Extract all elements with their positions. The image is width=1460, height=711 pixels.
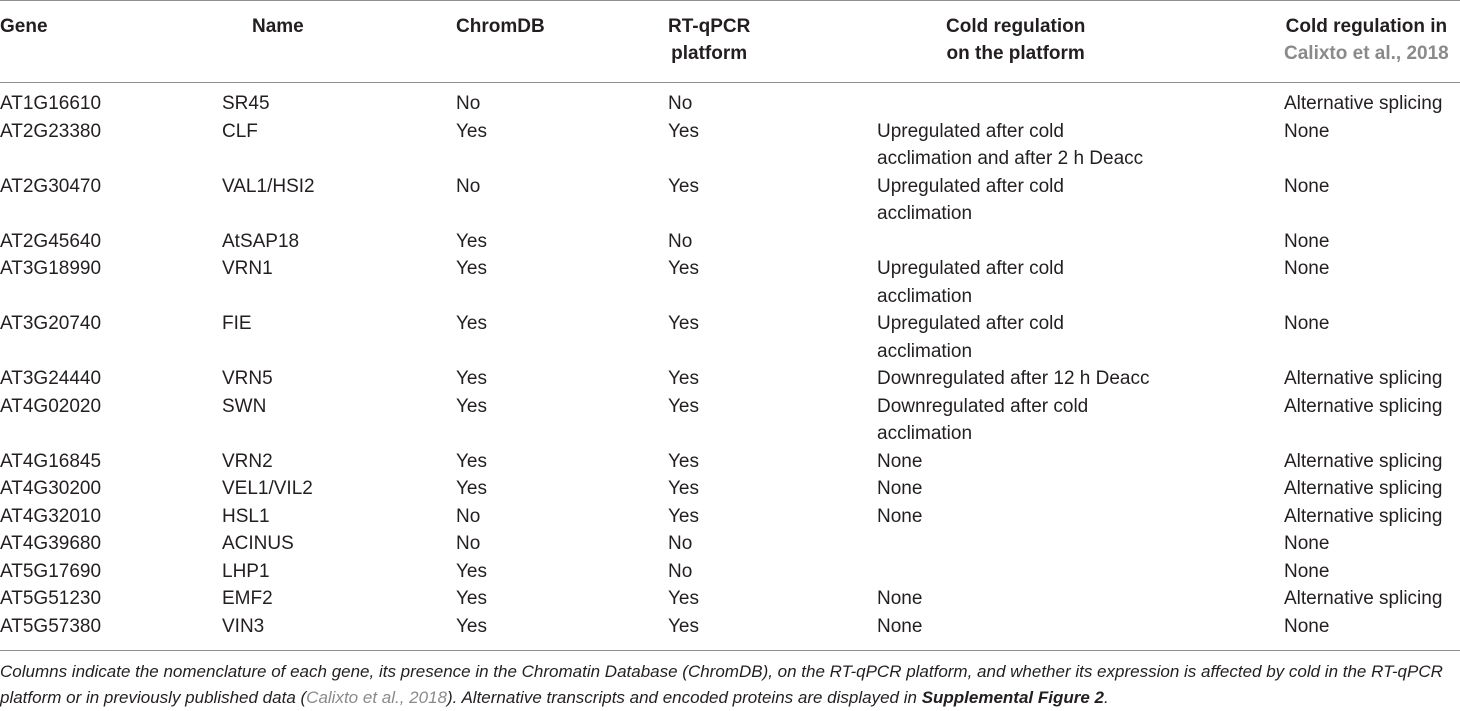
rt-qpcr-cell: No: [668, 560, 693, 582]
cold-calixto-cell: None: [1284, 258, 1330, 279]
rt-qpcr-cell: Yes: [668, 175, 699, 197]
name-cell: VRN5: [222, 368, 273, 389]
table-row: [0, 310, 1460, 365]
cold-calixto-cell: None: [1284, 230, 1330, 252]
gene-cell: AT3G24440: [0, 368, 102, 389]
cold-calixto-cell: None: [1284, 615, 1330, 637]
rt-qpcr-cell: Yes: [668, 313, 699, 334]
chromdb-cell: Yes: [456, 368, 487, 389]
table-row: [0, 613, 1460, 641]
name-cell: HSL1: [222, 505, 270, 527]
rt-qpcr-cell: No: [668, 230, 693, 252]
table-row: [0, 475, 1460, 503]
footnote-text: Columns indicate the nomenclature of each gene, its presence in the Chromatin Database (ChromDB), on the RT-qPCR platform, and whether its expression is affected by cold in the RT-qPCR platform or in previously published data (: [0, 662, 1443, 707]
chromdb-cell: Yes: [456, 313, 487, 334]
rt-qpcr-cell: Yes: [668, 258, 699, 279]
cold-platform-cell: Upregulated after cold acclimation: [877, 313, 1064, 362]
gene-cell: AT4G30200: [0, 478, 102, 499]
table-top-rule: [0, 0, 1460, 1]
cold-calixto-cell: Alternative splicing: [1284, 450, 1443, 472]
cold-platform-cell: None: [877, 505, 923, 527]
rt-qpcr-cell: Yes: [668, 120, 699, 142]
name-cell: SR45: [222, 93, 270, 114]
footnote-text: ). Alternative transcripts and encoded proteins are displayed in: [446, 688, 922, 707]
gene-cell: AT4G32010: [0, 505, 102, 527]
header-cold-calixto: [1284, 13, 1449, 67]
header-chromdb: ChromDB: [456, 16, 545, 37]
table-row: [0, 255, 1460, 310]
cold-platform-cell: Downregulated after cold acclimation: [877, 395, 1089, 444]
chromdb-cell: Yes: [456, 588, 487, 609]
chromdb-cell: Yes: [456, 450, 487, 472]
name-cell: SWN: [222, 395, 267, 417]
gene-cell: AT1G16610: [0, 93, 102, 114]
cold-platform-cell: Upregulated after cold acclimation: [877, 258, 1064, 307]
header-name: Name: [252, 16, 304, 37]
header-rt-qpcr: [668, 13, 750, 67]
cold-platform-cell: None: [877, 615, 923, 637]
gene-cell: AT3G20740: [0, 313, 102, 334]
cold-calixto-cell: Alternative splicing: [1284, 478, 1443, 499]
supplemental-figure-link[interactable]: Supplemental Figure 2: [921, 688, 1104, 707]
gene-cell: AT4G39680: [0, 533, 102, 554]
header-rule: [0, 82, 1460, 83]
table-row: [0, 503, 1460, 531]
gene-cell: AT4G02020: [0, 395, 102, 417]
header-rt-qpcr-line2: platform: [671, 43, 748, 64]
table-row: [0, 118, 1460, 173]
header-cold-platform: [946, 13, 1085, 67]
gene-cell: AT5G57380: [0, 615, 102, 637]
table-row: [0, 530, 1460, 558]
chromdb-cell: Yes: [456, 478, 487, 499]
chromdb-cell: Yes: [456, 230, 487, 252]
name-cell: ACINUS: [222, 533, 294, 554]
chromdb-cell: No: [456, 505, 481, 527]
cold-platform-cell: None: [877, 478, 923, 499]
header-cold-platform-line1: Cold regulation: [946, 16, 1086, 37]
rt-qpcr-cell: Yes: [668, 395, 699, 417]
rt-qpcr-cell: Yes: [668, 368, 699, 389]
rt-qpcr-cell: No: [668, 533, 693, 554]
table-footnote: [0, 659, 1458, 711]
calixto-reference-link[interactable]: Calixto et al., 2018: [1284, 43, 1449, 64]
gene-cell: AT2G45640: [0, 230, 102, 252]
name-cell: LHP1: [222, 560, 270, 582]
chromdb-cell: Yes: [456, 120, 487, 142]
gene-cell: AT5G51230: [0, 588, 102, 609]
cold-calixto-cell: None: [1284, 175, 1330, 197]
rt-qpcr-cell: Yes: [668, 450, 699, 472]
table-row: [0, 393, 1460, 448]
header-cold-calixto-line1: Cold regulation in: [1285, 16, 1448, 37]
chromdb-cell: No: [456, 175, 481, 197]
cold-calixto-cell: Alternative splicing: [1284, 588, 1443, 609]
rt-qpcr-cell: Yes: [668, 588, 699, 609]
name-cell: EMF2: [222, 588, 273, 609]
table-row: [0, 90, 1460, 118]
footnote-calixto-link[interactable]: Calixto et al., 2018: [306, 688, 447, 707]
footnote-text: .: [1104, 688, 1109, 707]
header-rt-qpcr-line1: RT-qPCR: [668, 16, 751, 37]
chromdb-cell: Yes: [456, 615, 487, 637]
name-cell: VIN3: [222, 615, 265, 637]
rt-qpcr-cell: Yes: [668, 615, 699, 637]
cold-calixto-cell: Alternative splicing: [1284, 505, 1443, 527]
table-row: [0, 558, 1460, 586]
chromdb-cell: No: [456, 93, 481, 114]
name-cell: VRN2: [222, 450, 273, 472]
table-bottom-rule: [0, 650, 1460, 651]
rt-qpcr-cell: Yes: [668, 478, 699, 499]
cold-platform-cell: Upregulated after cold acclimation and after 2 h Deacc: [877, 120, 1144, 169]
chromdb-cell: Yes: [456, 395, 487, 417]
table-row: [0, 448, 1460, 476]
name-cell: CLF: [222, 120, 258, 142]
table-body: [0, 90, 1460, 640]
cold-platform-cell: None: [877, 450, 923, 472]
cold-platform-cell: Downregulated after 12 h Deacc: [877, 368, 1150, 389]
cold-calixto-cell: None: [1284, 120, 1330, 142]
cold-calixto-cell: None: [1284, 560, 1330, 582]
rt-qpcr-cell: Yes: [668, 505, 699, 527]
table-row: [0, 365, 1460, 393]
cold-platform-cell: Upregulated after cold acclimation: [877, 175, 1064, 224]
gene-cell: AT2G30470: [0, 175, 102, 197]
cold-calixto-cell: Alternative splicing: [1284, 368, 1443, 389]
cold-platform-cell: None: [877, 588, 923, 609]
gene-cell: AT2G23380: [0, 120, 102, 142]
table-row: [0, 585, 1460, 613]
table-row: [0, 228, 1460, 256]
gene-cell: AT3G18990: [0, 258, 102, 279]
header-gene: Gene: [0, 16, 48, 37]
gene-cell: AT4G16845: [0, 450, 102, 472]
gene-cell: AT5G17690: [0, 560, 102, 582]
name-cell: AtSAP18: [222, 230, 300, 252]
chromdb-cell: Yes: [456, 560, 487, 582]
chromdb-cell: Yes: [456, 258, 487, 279]
cold-calixto-cell: Alternative splicing: [1284, 93, 1443, 114]
cold-calixto-cell: None: [1284, 533, 1330, 554]
name-cell: FIE: [222, 313, 252, 334]
cold-calixto-cell: Alternative splicing: [1284, 395, 1443, 417]
name-cell: VEL1/VIL2: [222, 478, 313, 499]
rt-qpcr-cell: No: [668, 93, 693, 114]
chromdb-cell: No: [456, 533, 481, 554]
header-cold-platform-line2: on the platform: [946, 43, 1085, 64]
name-cell: VAL1/HSI2: [222, 175, 315, 197]
cold-calixto-cell: None: [1284, 313, 1330, 334]
table-row: [0, 173, 1460, 228]
name-cell: VRN1: [222, 258, 273, 279]
